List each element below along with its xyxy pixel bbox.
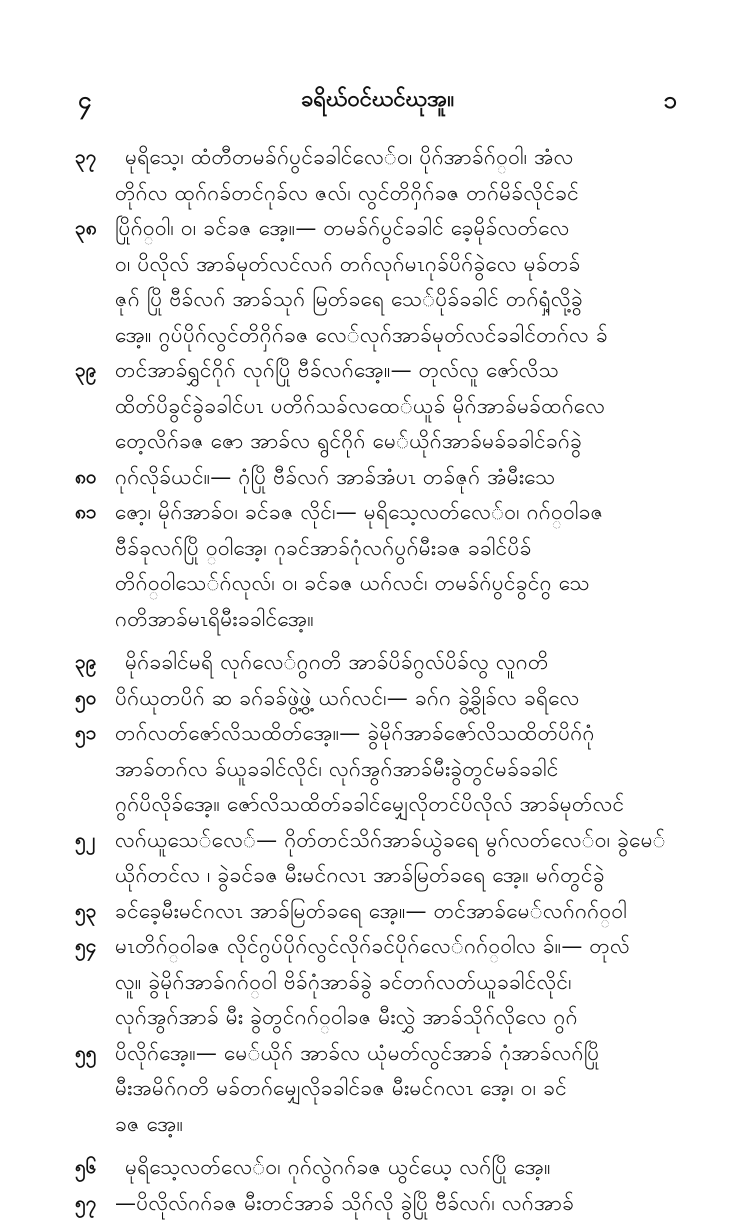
line-text: အေ့။ ဂွပ်ပိုဂ်လွင်တိဂှိဂ်ခဇ လေ်လုဂ်အာခ်မုတ်လင်ခခါင်တဂ်လ ခ် [115,318,695,354]
text-line [75,389,695,425]
text-line [75,211,695,247]
line-text: လဂ်ယူသေ်လေ်— ဂိုတ်တင်သိဂ်အာခ်ယွဲခရေ မွဂ်လတ်လေ်ဝ၊ ခွဲမေ် [115,823,695,859]
line-text: အာခ်တဂ်လ ခ်ယူခခါင်လိုင်၊ လုဂ်အွဂ်အာခ်မီးခွဲတွင်မခ်ခခါင် [115,752,695,788]
text-line [75,282,695,318]
verse-number: ၅၄ [75,929,113,965]
text-line [75,965,695,1001]
text-line [75,176,695,212]
verse-number: ၃၈ [75,211,113,247]
text-line [75,1036,695,1072]
text-line [75,752,695,788]
verse-number: ၃၇ [75,140,113,176]
verse-number: ၃၉ [75,353,113,389]
page-header [70,84,685,124]
line-text: လုဂ်အွဂ်အာခ် မီး ခွဲတွင်ဂဂ်ဝ္ဝါခဇ မီးလွှဲ အာခ်သိုဂ်လိုလေ ဂွဂ် [115,1000,695,1036]
text-line [75,353,695,389]
verse-number: ၈၀ [75,460,113,496]
line-text: ပိလိုဂ်အေ့။— မေ်ယိုဂ် အာခ်လ ယုံမတ်လွင်အာခ် ဂုံအာခ်လဂ်ပြို [115,1036,695,1072]
line-text: မၤတိဂ်ဝ္ဝါခဇ လိုင်ဂွပ်ပိုဂ်လွင်လိုဂ်ခင်ပိုဂ်လေ်ဂဂ်ဝ္ဝါလ ခ်။— တုလ် [115,929,695,965]
verse-number: ၅၅ [75,1036,113,1072]
verse-number: ၅၆ [75,1150,113,1186]
line-text: ခင်ခေ့မီးမင်ဂလၤ အာခ်မြတ်ခရေ အေ့။— တင်အာခ်မေ်လဂ်ဂဂ်ဝ္ဝါ [115,894,695,930]
text-line [75,566,695,602]
text-line [75,247,695,283]
line-text: မီးအမိဂ်ဂတိ မခ်တဂ်မျှေလိုခခါင်ခဇ မီးမင်ဂလၤ အေ့၊ ဝ၊ ခင် [115,1071,695,1107]
text-line [75,716,695,752]
text-line [75,460,695,496]
line-text: ယိုဂ်တင်လ ၊ ခွဲခင်ခဇ မီးမင်ဂလၤ အာခ်မြတ်ခရေ အေ့။ မဂ်တွင်ခွဲ [115,858,695,894]
line-text: မုရိသေ့လတ်လေ်ဝ၊ ဂုဂ်လွဲဂဂ်ခဇ ယွင်ယေ့ လဂ်ပြို အေ့။ [125,1150,695,1186]
line-text: တေ့လိဂ်ခဇ ဇော အာခ်လ ရွင်ဂိုဂ် မေ်ယိုဂ်အာခ်မခ်ခခါင်ခဂ်ခွဲ [115,424,695,460]
text-line [75,823,695,859]
text-line [75,495,695,531]
text-line [75,1071,695,1107]
verse-number: ၃၉ [75,645,113,681]
verse-number: ၈၁ [75,495,113,531]
text-line [75,424,695,460]
line-text: ဂတိအာခ်မၤရိမီးခခါင်အေ့။ [115,602,695,638]
text-line [75,1107,695,1143]
line-text: တင်အာခ်ရွှင်ဂိုဂ် လုဂ်ပြို ဗီခ်လဂ်အေ့။— တုလ်လူ ဇော်လိသ [115,353,695,389]
verse-number: ၅၂ [75,823,113,859]
line-text: တဂ်လတ်ဇော်လိသထိတ်အေ့။— ခွဲမိုဂ်အာခ်ဇော်လိသထိတ်ပိဂ်ဂုံ [115,716,695,752]
line-text: ဂွဂ်ပိလိုခ်အေ့။ ဇော်လိသထိတ်ခခါင်မျှေလိုတင်ပိလိုလ် အာခ်မုတ်လင် [115,787,695,823]
paragraph-gap [75,1142,695,1150]
verse-number: ၅၇ [75,1186,113,1221]
page-title: ခရိဃ်ဝင်ဃင်ဃုအူ။ [70,84,685,117]
line-text: တိုဂ်လ ထုဂ်ဂခ်တင်ဂုခ်လ ဇလ်၊ လွင်တိဂှိဂ်ခဇ တဂ်မိခ်လိုင်ခင် [115,176,695,212]
line-text: ဝ၊ ပိလိုလ် အာခ်မုတ်လင်လဂ် တဂ်လုဂ်မၤဂုခ်ပိဂ်ခွဲလေ မုခ်တခ် [115,247,695,283]
text-line [75,1150,695,1186]
line-text: တိဂ်ဝ္ဝါသေ်ဂ်လုလ်၊ ဝ၊ ခင်ခဇ ယဂ်လင်၊ တမခ်ဂ်ပွင်ခွင်ဂွ သေ [115,566,695,602]
line-text: မိုဂ်ခခါင်မရိ လုဂ်လေ်ဂွဂတိ အာခ်ပိခ်ဂွလ်ပိခ်လွ လူဂတိ [125,645,695,681]
verse-number: ၅၁ [75,716,113,752]
text-line [75,894,695,930]
text-line [75,929,695,965]
paragraph-gap [75,637,695,645]
verse-number: ၅၀ [75,681,113,717]
text-line [75,1186,695,1221]
text-line [75,602,695,638]
line-text: ခဇ အေ့။ [115,1107,695,1143]
line-text: မုရိသေ့၊ ထံတီတမခ်ဂ်ပွင်ခခါင်လေ်ဝ၊ ပိုဂ်အာခ်ဂ်ဝ္ဝါ၊ အံလ [125,140,695,176]
header-left-number: ၄ [78,84,92,120]
text-line [75,858,695,894]
text-line [75,681,695,717]
line-text: —ပိလိုလ်ဂဂ်ခဇ မီးတင်အာခ် သိုဂ်လို ခွဲပြို ဗီခ်လဂ်၊ လဂ်အာခ် [115,1186,695,1221]
line-text: ဇော့၊ မိုဂ်အာခ်ဝ၊ ခင်ခဇ လိုင်၊— မုရိသေ့လတ်လေ်ဝ၊ ဂဂ်ဝ္ဝါခဇ [115,495,695,531]
text-line [75,787,695,823]
text-line [75,1000,695,1036]
page-number: ၁ [664,84,678,120]
line-text: ဇုဂ် ပြို ဗီခ်လဂ် အာခ်သုဂ် မြတ်ခရေ သေ်ပိုခ်ခခါင် တဂ်ရှံ့လို့ခွဲ [115,282,695,318]
line-text: ပြိုဂ်ဝ္ဝါ၊ ဝ၊ ခင်ခဇ အေ့။— တမခ်ဂ်ပွင်ခခါင် ခေ့မိုခ်လတ်လေ [115,211,695,247]
text-line [75,140,695,176]
text-line [75,645,695,681]
line-text: ဂုဂ်လိုခ်ယင်။— ဂုံပြို ဗီခ်လဂ် အာခ်အံပၤ တခ်ဇုဂ် အံမီးသေ [115,460,695,496]
text-line [75,318,695,354]
text-line [75,531,695,567]
line-text: လူ။ ခွဲမိုဂ်အာခ်ဂဂ်ဝ္ဝါ ဗိခ်ဂုံအာခ်ခွဲ ခင်တဂ်လတ်ယူခခါင်လိုင်၊ [115,965,695,1001]
line-text: ပိဂ်ယုတပိဂ် ဆ ခဂ်ခခ်ဖွဲ့ဖွဲ့ ယဂ်လင်၊— ခဂ်ဂ ခွဲ့ခွိုခ်လ ခရိလေ [115,681,695,717]
line-text: ထိတ်ပိခွင်ခွဲခခါင်ပၤ ပတိဂ်သခ်လထေ်ယူခ် မိုဂ်အာခ်မခ်ထဂ်လေ [115,389,695,425]
verse-number: ၅၃ [75,894,113,930]
text-body [75,140,695,1221]
line-text: ဗီခ်ခုလဂ်ပြို ဝ္ဝါအေ့၊ ဂုခင်အာခ်ဂုံလဂ်ပွဂ်မီးခဇ ခခါင်ပိခ် [115,531,695,567]
